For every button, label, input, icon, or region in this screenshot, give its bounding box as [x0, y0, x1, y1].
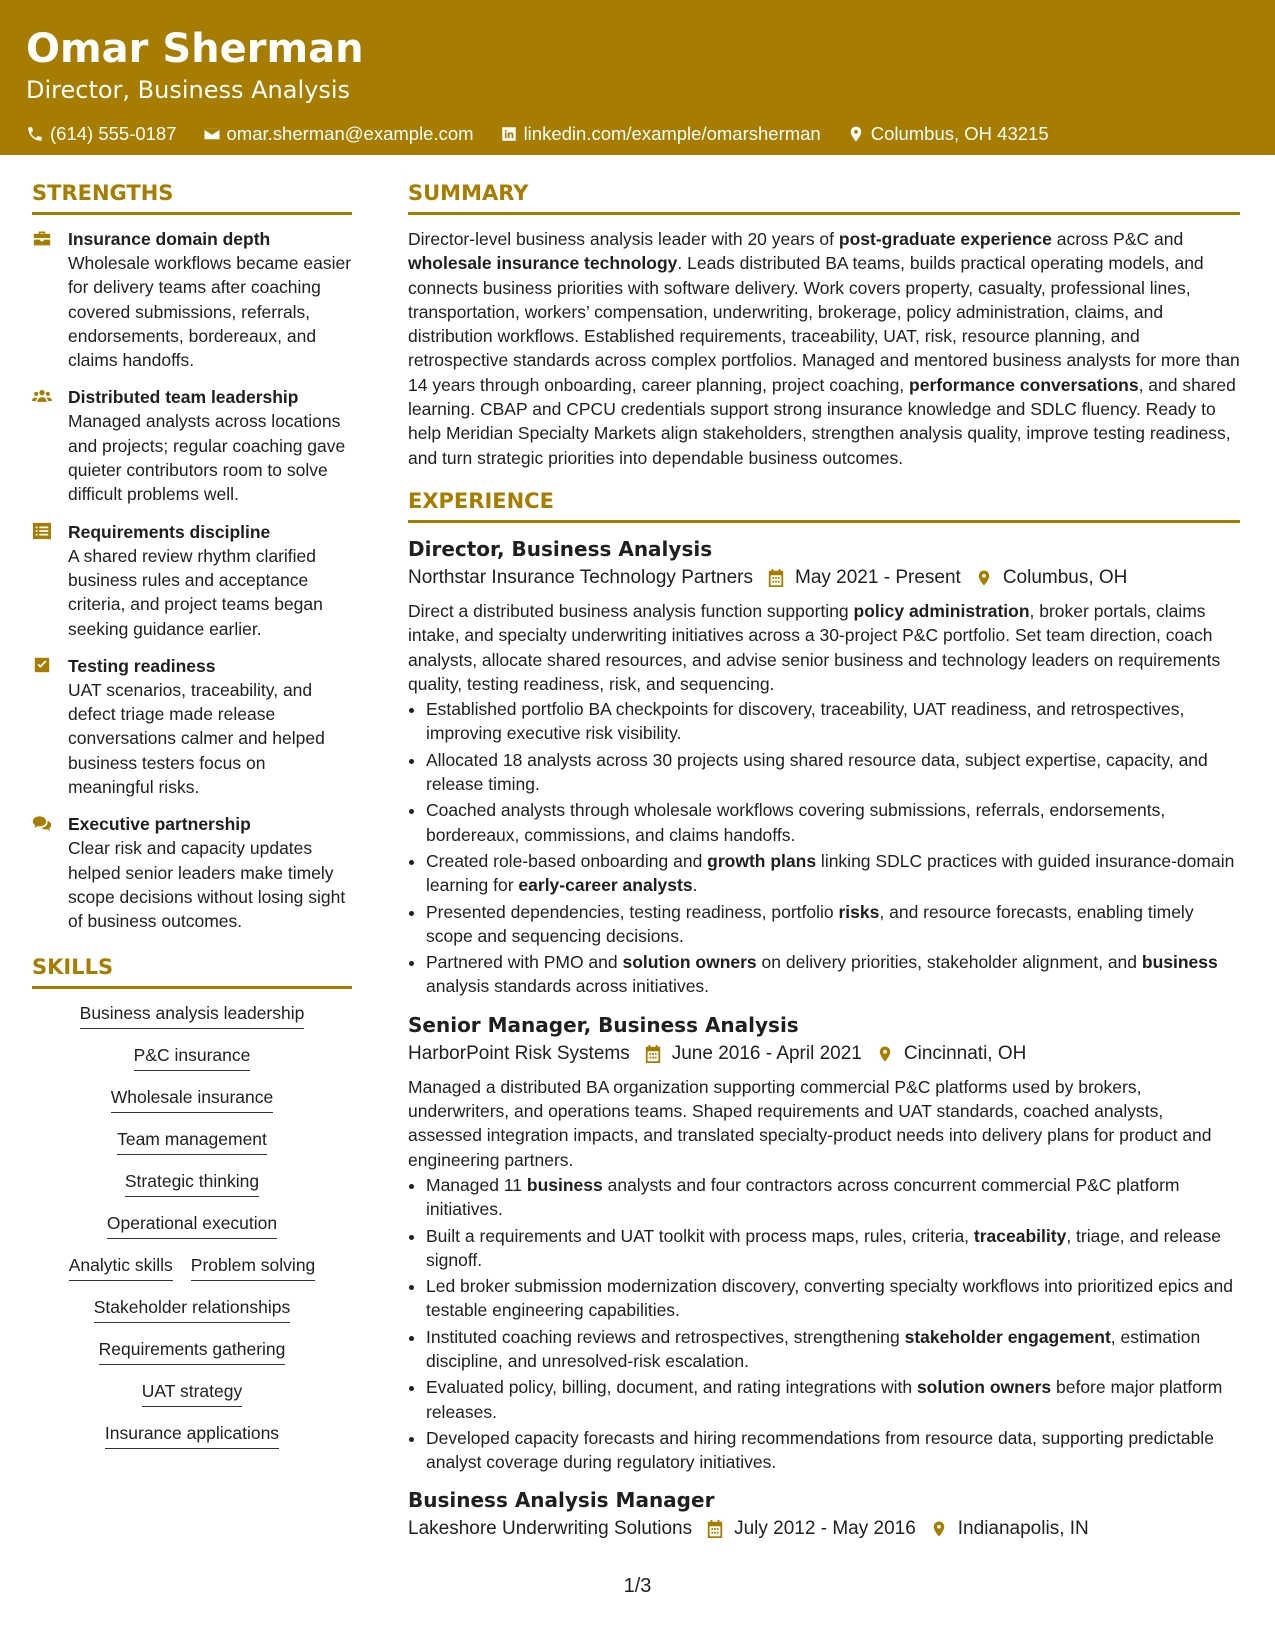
- text-run: analysis standards across initiatives.: [426, 976, 710, 997]
- emphasized-text: risks: [838, 901, 880, 922]
- candidate-name: Omar Sherman: [26, 26, 364, 72]
- strength-desc: Managed analysts across locations and projects; regular coaching gave quieter contributors room to solve difficult problems well.: [68, 411, 346, 505]
- text-run: across P&C and: [1051, 229, 1184, 249]
- strength-title: Requirements discipline: [68, 521, 271, 542]
- strength-desc: Wholesale workflows became easier for delivery teams after coaching covered submissions, referrals, endorsements, bordereaux, and claims handoffs.: [68, 253, 352, 371]
- job-meta: [408, 563, 1240, 593]
- skill-tag: P&C insurance: [134, 1043, 251, 1071]
- job-entry: [408, 1486, 1240, 1544]
- text-run: Managed 11: [426, 1174, 527, 1195]
- strengths-heading: STRENGTHS: [32, 180, 352, 215]
- text-run: Allocated 18 analysts across 30 projects using shared resource data, subject expertise, capacity, and release timing.: [426, 749, 1208, 795]
- skill-row: [32, 1127, 352, 1155]
- skill-tag: UAT strategy: [142, 1379, 243, 1407]
- bullet-item: [426, 1274, 1240, 1323]
- strength-item: [32, 385, 352, 506]
- linkedin-icon: [500, 125, 518, 143]
- skill-row: [32, 1337, 352, 1365]
- bullet-item: [426, 1224, 1240, 1273]
- linkedin-text: linkedin.com/example/omarsherman: [523, 123, 821, 144]
- resume-header: [0, 0, 1275, 155]
- bullet-item: [426, 900, 1240, 949]
- strength-title: Testing readiness: [68, 655, 216, 676]
- bullet-item: [426, 748, 1240, 797]
- text-run: Presented dependencies, testing readiness, portfolio: [426, 901, 839, 922]
- phone-icon: [26, 125, 44, 143]
- job-title: Business Analysis Manager: [408, 1488, 715, 1513]
- text-run: , broker portals, claims intake, and specialty underwriting initiatives across a 30-project P&C portfolio. Set team direction, coach analysts, allocate shared resources, and advise senior business and technology leaders on requirements quality, testing readiness, risk, and sequencing.: [408, 600, 1221, 694]
- email-icon: [203, 125, 221, 143]
- strength-title: Insurance domain depth: [68, 229, 271, 249]
- job-dates: May 2021 - Present: [795, 566, 961, 588]
- summary-text: [408, 227, 1240, 470]
- emphasized-text: post-graduate experience: [838, 229, 1052, 249]
- strength-desc: UAT scenarios, traceability, and defect triage made release conversations calmer and helped business testers focus on meaningful risks.: [68, 679, 325, 798]
- strength-desc: A shared review rhythm clarified business rules and acceptance criteria, and project teams began seeking guidance earlier.: [68, 545, 323, 639]
- bullet-item: [426, 697, 1240, 746]
- company-name: Northstar Insurance Technology Partners: [408, 566, 753, 588]
- emphasized-text: early-career analysts: [518, 875, 693, 896]
- text-run: Instituted coaching reviews and retrospectives, strengthening: [426, 1326, 905, 1347]
- text-run: Direct a distributed business analysis function supporting: [408, 600, 854, 621]
- text-run: , triage, and release signoff.: [426, 1225, 1221, 1270]
- skill-tag: Wholesale insurance: [111, 1085, 273, 1113]
- contact-linkedin[interactable]: [500, 122, 821, 146]
- right-column: [408, 180, 1240, 1556]
- text-run: Led broker submission modernization discovery, converting specialty workflows into prioritized epics and testable engineering capabilities.: [426, 1276, 1233, 1321]
- job-dates: June 2016 - April 2021: [671, 1042, 862, 1064]
- bullet-item: [426, 1426, 1240, 1475]
- job-entry: [408, 535, 1240, 999]
- strengths-section: [32, 180, 352, 934]
- skill-row: [32, 1001, 352, 1029]
- chat-icon: [32, 814, 52, 832]
- bullet-item: [426, 1375, 1240, 1424]
- location-icon: [975, 568, 993, 588]
- text-run: Coached analysts through wholesale workflows covering submissions, referrals, endorsements, bordereaux, commissions, and claims handoffs.: [426, 800, 1166, 845]
- email-text: omar.sherman@example.com: [226, 123, 474, 144]
- skill-tag: Strategic thinking: [125, 1169, 259, 1197]
- skill-row: [32, 1421, 352, 1449]
- skill-row: [32, 1253, 352, 1281]
- emphasized-text: business: [526, 1174, 603, 1195]
- skill-tag: Problem solving: [191, 1253, 316, 1281]
- job-list: [408, 535, 1240, 1545]
- experience-section: [408, 488, 1240, 1545]
- text-run: linking SDLC practices with guided insurance-domain learning for: [426, 850, 1235, 896]
- bullet-item: [426, 950, 1240, 999]
- skill-tag: Operational execution: [107, 1211, 277, 1239]
- text-run: analysts and four contractors across concurrent commercial P&C platform initiatives.: [426, 1174, 1180, 1220]
- strength-item: [32, 520, 352, 641]
- skill-row: [32, 1169, 352, 1197]
- bullet-item: [426, 1173, 1240, 1222]
- text-run: , and shared learning. CBAP and CPCU credentials support strong insurance knowledge and SDLC fluency. Ready to help Meridian Specialty Markets align stakeholders, strengthen analysis quality, improve testing readiness, and turn strategic priorities into dependable business outcomes.: [408, 374, 1236, 468]
- text-run: , estimation discipline, and unresolved-risk escalation.: [426, 1326, 1201, 1371]
- job-description: [408, 599, 1240, 696]
- team-icon: [32, 387, 52, 405]
- text-run: Director-level business analysis leader with 20 years of: [408, 229, 839, 249]
- experience-heading: EXPERIENCE: [408, 488, 1240, 523]
- skills-list: [32, 1001, 352, 1449]
- skill-row: [32, 1379, 352, 1407]
- skills-heading: SKILLS: [32, 954, 352, 989]
- job-location: Columbus, OH: [1002, 566, 1128, 588]
- text-run: Managed a distributed BA organization supporting commercial P&C platforms used by brokers, underwriters, and operations teams. Shaped requirements and UAT standards, coached analysts, assessed integration impacts, and translated specialty-product needs into delivery plans for product and engineering partners.: [408, 1076, 1212, 1170]
- text-run: Built a requirements and UAT toolkit with process maps, rules, criteria,: [426, 1225, 974, 1246]
- contact-bar: [26, 122, 1249, 146]
- job-title: Director, Business Analysis: [408, 536, 713, 561]
- job-location: Indianapolis, IN: [957, 1518, 1089, 1540]
- bullet-item: [426, 849, 1240, 898]
- checkbox-icon: [32, 656, 52, 674]
- company-name: Lakeshore Underwriting Solutions: [408, 1518, 693, 1540]
- summary-section: [408, 180, 1240, 470]
- text-run: Created role-based onboarding and: [426, 850, 708, 871]
- emphasized-text: performance conversations: [909, 374, 1139, 395]
- contact-email[interactable]: [203, 122, 474, 146]
- emphasized-text: traceability: [973, 1225, 1067, 1246]
- skill-tag: Team management: [117, 1127, 267, 1155]
- job-meta: [408, 1514, 1240, 1544]
- skill-row: [32, 1085, 352, 1113]
- skill-row: [32, 1043, 352, 1071]
- skill-tag: Insurance applications: [105, 1421, 279, 1449]
- job-description: [408, 1075, 1240, 1172]
- list-icon: [32, 522, 52, 540]
- bullet-item: [426, 798, 1240, 847]
- emphasized-text: growth plans: [707, 850, 817, 871]
- calendar-icon: [767, 568, 785, 588]
- page-number: 1/3: [623, 1575, 652, 1597]
- phone-text: (614) 555-0187: [50, 123, 177, 144]
- text-run: Developed capacity forecasts and hiring recommendations from resource data, supporting predictable analyst coverage during regulatory initiatives.: [426, 1427, 1214, 1473]
- strength-title: Executive partnership: [68, 814, 251, 835]
- skill-tag: Business analysis leadership: [80, 1001, 305, 1029]
- skills-section: [32, 954, 352, 1449]
- left-column: [32, 180, 352, 1463]
- job-meta: [408, 1039, 1240, 1069]
- text-run: . Leads distributed BA teams, builds practical operating models, and connects business priorities with software delivery. Work covers property, casualty, professional lines, transportation, workers’ compensation, underwriting, brokerage, policy administration, claims, and distribution workflows. Established requirements, traceability, UAT, risk, resource planning, and retrospective standards across complex portfolios. Managed and mentored business analysts for more than 14 years through onboarding, career planning, project coaching,: [408, 253, 1240, 395]
- text-run: Established portfolio BA checkpoints for discovery, traceability, UAT readiness, and retrospectives, improving executive risk visibility.: [426, 699, 1185, 744]
- emphasized-text: business: [1141, 952, 1218, 973]
- strength-item: [32, 227, 352, 372]
- summary-heading: SUMMARY: [408, 180, 1240, 215]
- strength-title: Distributed team leadership: [68, 387, 299, 408]
- location-text: Columbus, OH 43215: [870, 123, 1049, 144]
- contact-location: [847, 122, 1049, 146]
- job-title: Senior Manager, Business Analysis: [408, 1012, 799, 1037]
- contact-phone[interactable]: [26, 122, 177, 146]
- emphasized-text: wholesale insurance technology: [408, 253, 678, 274]
- job-bullets: [408, 1173, 1240, 1475]
- skill-tag: Requirements gathering: [99, 1337, 286, 1365]
- job-bullets: [408, 697, 1240, 999]
- job-entry: [408, 1011, 1240, 1475]
- emphasized-text: solution owners: [622, 952, 757, 973]
- emphasized-text: policy administration: [853, 600, 1030, 621]
- text-run: before major platform releases.: [426, 1377, 1223, 1422]
- strength-item: [32, 654, 352, 799]
- bullet-item: [426, 1325, 1240, 1374]
- location-icon: [930, 1519, 948, 1539]
- skill-tag: Stakeholder relationships: [94, 1295, 291, 1323]
- skill-row: [32, 1211, 352, 1239]
- location-icon: [876, 1044, 894, 1064]
- skill-tag: Analytic skills: [69, 1253, 173, 1281]
- job-dates: July 2012 - May 2016: [734, 1518, 916, 1540]
- skill-row: [32, 1295, 352, 1323]
- calendar-icon: [644, 1044, 662, 1064]
- text-run: Partnered with PMO and: [426, 952, 623, 973]
- text-run: , and resource forecasts, enabling timely scope and sequencing decisions.: [426, 901, 1194, 946]
- emphasized-text: solution owners: [916, 1377, 1052, 1398]
- strength-item: [32, 812, 352, 933]
- text-run: on delivery priorities, stakeholder alignment, and: [756, 952, 1142, 973]
- company-name: HarborPoint Risk Systems: [408, 1042, 630, 1064]
- text-run: .: [692, 875, 698, 896]
- calendar-icon: [706, 1519, 724, 1539]
- emphasized-text: stakeholder engagement: [904, 1326, 1111, 1347]
- job-location: Cincinnati, OH: [903, 1042, 1027, 1064]
- text-run: Evaluated policy, billing, document, and rating integrations with: [426, 1377, 917, 1398]
- strength-desc: Clear risk and capacity updates helped senior leaders make timely scope decisions without losing sight of business outcomes.: [68, 838, 346, 932]
- briefcase-icon: [32, 229, 52, 247]
- candidate-title: Director, Business Analysis: [26, 76, 351, 104]
- location-icon: [847, 125, 865, 143]
